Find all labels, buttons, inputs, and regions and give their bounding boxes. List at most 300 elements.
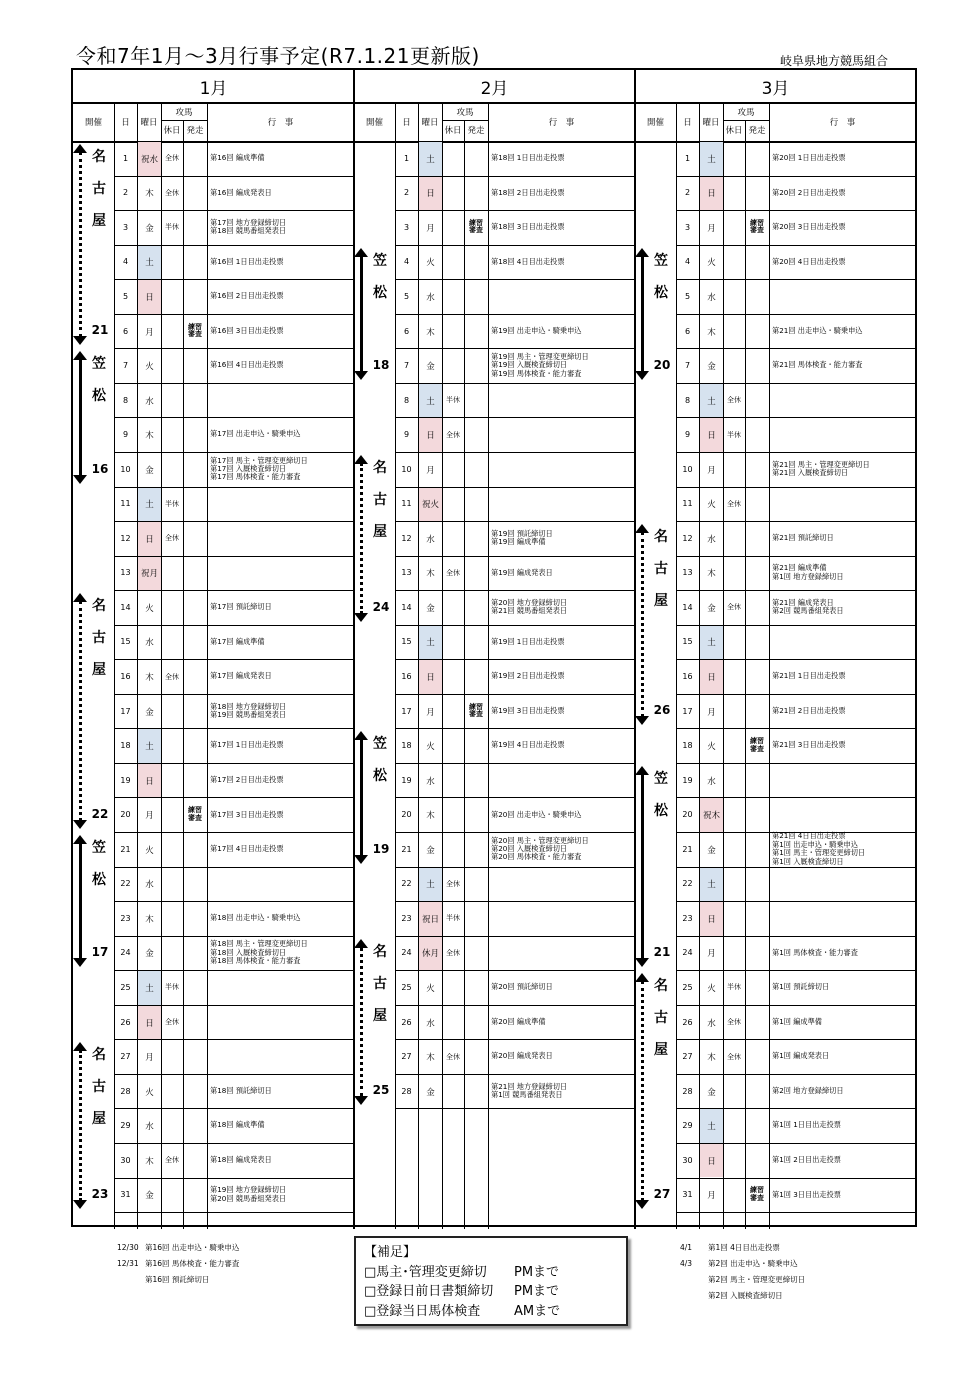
day-of-week: 日 <box>700 418 723 452</box>
day-number: 17 <box>401 706 412 716</box>
day-of-week: 金 <box>426 362 435 373</box>
arrow-up-icon <box>73 835 87 844</box>
note-text: 第1回 4日目出走投票 <box>708 1243 780 1252</box>
meet-venue-char: 屋 <box>373 523 387 540</box>
event-cell <box>488 417 635 452</box>
day-number: 4 <box>684 257 691 267</box>
event-line: 第1回 預託締切日 <box>772 982 830 992</box>
event-line: 第20回 編成発表日 <box>491 1051 553 1061</box>
meet-venue-char: 古 <box>373 491 387 508</box>
day-of-week: 月 <box>426 223 435 234</box>
header-day: 日 <box>683 117 692 128</box>
event-line: 第18回 馬体検査・能力審査 <box>210 956 301 966</box>
event-line: 第18回 馬主・管理変更締切日 <box>210 939 308 949</box>
event-cell <box>769 417 916 452</box>
header-events: 行 事 <box>829 117 856 128</box>
kyuujitsu-cell: 半休 <box>165 983 179 992</box>
day-of-week: 土 <box>138 488 161 522</box>
event-line: 第18回 入厩検査締切日 <box>210 947 287 957</box>
meet-venue-char: 屋 <box>92 1111 106 1128</box>
note-row <box>117 1272 239 1288</box>
day-number: 22 <box>401 879 412 889</box>
day-of-week: 日 <box>138 280 161 314</box>
day-of-week: 金 <box>145 465 154 476</box>
day-of-week: 火 <box>707 983 716 994</box>
event-line: 第16回 3日目出走投票 <box>210 325 284 335</box>
meet-venue-char: 名 <box>373 459 387 476</box>
event-line: 第1回 2日目出走投票 <box>772 1155 841 1164</box>
header-hassou: 発走 <box>748 126 766 136</box>
grid-line <box>723 120 769 121</box>
day-of-week: 日 <box>419 177 442 211</box>
kyuujitsu-cell: 全休 <box>446 430 460 439</box>
hassou-text: 練習審査 <box>188 322 202 339</box>
day-of-week: 金 <box>426 1087 435 1098</box>
note-date: 4/3 <box>680 1259 693 1268</box>
day-number: 30 <box>120 1155 131 1165</box>
day-of-week: 火 <box>145 1087 154 1098</box>
day-of-week: 金 <box>707 1087 716 1098</box>
event-cell <box>769 279 916 314</box>
day-of-week: 日 <box>138 764 161 798</box>
day-number: 21 <box>682 844 693 854</box>
event-cell <box>207 832 354 867</box>
day-of-week: 火 <box>707 500 716 511</box>
event-cell <box>207 970 354 1005</box>
hassou-cell <box>745 1178 769 1213</box>
header-hassou: 発走 <box>467 126 485 136</box>
day-of-week: 金 <box>707 362 716 373</box>
event-cell <box>488 279 635 314</box>
meet-venue-char: 松 <box>654 802 668 819</box>
event-cell <box>207 1005 354 1040</box>
notes-left <box>117 1240 239 1288</box>
day-number: 3 <box>684 222 691 232</box>
day-number: 5 <box>684 291 691 301</box>
day-of-week: 土 <box>138 729 161 763</box>
meet-number: 18 <box>372 357 390 372</box>
event-line: 第17回 編成発表日 <box>210 671 272 681</box>
event-cell <box>207 763 354 798</box>
event-cell <box>207 176 354 211</box>
day-number: 5 <box>122 291 129 301</box>
event-line: 第21回 入厩検査締切日 <box>772 468 849 478</box>
day-number: 6 <box>684 326 691 336</box>
event-line: 第21回 1日目出走投票 <box>772 671 846 681</box>
event-line: 第17回 馬主・管理変更締切日 <box>210 455 308 465</box>
day-of-week: 日 <box>419 660 442 694</box>
day-number: 21 <box>120 844 131 854</box>
kyuujitsu-cell: 全休 <box>165 534 179 543</box>
note-date <box>117 1272 145 1288</box>
event-cell <box>207 659 354 694</box>
day-of-week: 火 <box>707 258 716 269</box>
day-number: 2 <box>684 188 691 198</box>
kyuujitsu-cell: 全休 <box>446 568 460 577</box>
day-number: 28 <box>401 1086 412 1096</box>
meet-number: 22 <box>91 807 109 821</box>
event-cell <box>488 659 635 694</box>
event-line: 第17回 預託締切日 <box>210 602 272 612</box>
day-number: 6 <box>122 326 129 336</box>
day-of-week: 木 <box>145 431 154 442</box>
hassou-cell <box>745 210 769 245</box>
day-number: 25 <box>120 982 131 992</box>
event-line: 第16回 2日目出走投票 <box>210 291 284 301</box>
event-cell <box>769 1143 916 1178</box>
header-kaisai: 開催 <box>365 117 383 128</box>
day-number: 2 <box>403 188 410 198</box>
day-of-week: 火 <box>426 742 435 753</box>
day-of-week: 土 <box>138 246 161 280</box>
day-number: 27 <box>682 1052 693 1062</box>
supplement-item: □馬主･管理変更締切 PMまで <box>364 1264 560 1280</box>
day-of-week: 月 <box>145 1053 154 1064</box>
meet-venue-char: 名 <box>373 943 387 960</box>
note-text: 第2回 入厩検査締切日 <box>708 1291 783 1300</box>
event-cell <box>769 970 916 1005</box>
header-koba: 攻馬 <box>737 108 755 118</box>
event-cell <box>488 176 635 211</box>
note-text: 第16回 馬体検査・能力審査 <box>145 1259 240 1268</box>
event-line: 第17回 馬体検査・能力審査 <box>210 472 301 482</box>
day-number: 26 <box>401 1017 412 1027</box>
event-line: 第1回 入厩検査締切日 <box>772 856 844 866</box>
event-cell <box>207 556 354 591</box>
event-cell <box>207 348 354 383</box>
kyuujitsu-cell: 全休 <box>727 396 741 405</box>
meet-venue-char: 笠 <box>92 840 106 856</box>
event-line: 第1回 編成準備 <box>772 1016 822 1026</box>
day-of-week: 日 <box>700 1144 723 1178</box>
meet-venue-char: 古 <box>373 975 387 992</box>
event-cell <box>488 210 635 245</box>
day-number: 19 <box>120 775 131 785</box>
grid-line <box>442 120 488 121</box>
meet-period-line <box>360 463 363 614</box>
event-cell <box>207 867 354 902</box>
event-cell <box>769 1074 916 1109</box>
event-cell <box>769 487 916 522</box>
event-line: 第17回 4日目出走投票 <box>210 844 284 854</box>
day-of-week: 火 <box>145 603 154 614</box>
day-number: 29 <box>682 1121 693 1131</box>
meet-venue-char: 古 <box>92 1079 106 1096</box>
meet-venue-char: 松 <box>92 872 106 888</box>
event-line: 第18回 3日目出走投票 <box>491 222 565 232</box>
event-line: 第19回 4日目出走投票 <box>491 740 565 750</box>
day-of-week: 月 <box>707 223 716 234</box>
note-row <box>680 1288 805 1304</box>
note-date: 12/30 <box>117 1243 139 1252</box>
day-of-week: 日 <box>138 1006 161 1040</box>
day-of-week: 水 <box>707 1018 716 1029</box>
day-of-week: 金 <box>707 845 716 856</box>
organization-name: 岐阜県地方競馬組合 <box>780 54 889 68</box>
event-cell <box>488 901 635 936</box>
meet-venue-char: 笠 <box>654 770 668 787</box>
day-of-week: 木 <box>145 673 154 684</box>
meet-venue-char: 笠 <box>654 252 668 269</box>
meet-number: 25 <box>372 1083 390 1098</box>
day-number: 24 <box>120 948 131 958</box>
event-cell <box>207 417 354 452</box>
event-line: 第16回 1日目出走投票 <box>210 256 284 266</box>
day-of-week: 土 <box>700 626 723 660</box>
day-number: 10 <box>120 464 131 474</box>
meet-number: 27 <box>653 1187 671 1202</box>
day-number: 23 <box>401 913 412 923</box>
day-number: 7 <box>684 361 691 371</box>
day-number: 8 <box>122 395 129 405</box>
day-number: 8 <box>403 395 410 405</box>
day-of-week: 水 <box>145 638 154 649</box>
day-of-week: 月 <box>707 949 716 960</box>
arrow-up-icon <box>354 939 368 948</box>
header-kyuujitsu: 休日 <box>163 126 181 136</box>
day-number: 20 <box>120 810 131 820</box>
event-line: 第19回 出走申込・騎乗申込 <box>491 325 582 335</box>
month-header: 2月 <box>480 78 509 99</box>
day-number: 4 <box>403 257 410 267</box>
note-row <box>680 1240 805 1256</box>
event-line: 第21回 地方登録締切日 <box>491 1081 568 1091</box>
event-line: 第21回 2日目出走投票 <box>772 705 846 715</box>
arrow-down-icon <box>73 1200 87 1209</box>
arrow-down-icon <box>635 958 649 967</box>
day-of-week: 木 <box>426 569 435 580</box>
day-of-week: 日 <box>700 177 723 211</box>
note-row <box>117 1256 239 1272</box>
meet-venue-char: 名 <box>92 149 106 165</box>
event-line: 第21回 馬体検査・能力審査 <box>772 360 863 370</box>
day-number: 11 <box>401 499 412 509</box>
day-of-week: 水 <box>707 534 716 545</box>
header-kyuujitsu: 休日 <box>725 126 743 136</box>
day-of-week: 土 <box>419 626 442 660</box>
event-line: 第21回 4日目出走投票 <box>772 831 846 841</box>
hassou-text: 練習審査 <box>469 702 483 719</box>
hassou-text: 練習審査 <box>750 1186 764 1202</box>
arrow-up-icon <box>73 593 87 602</box>
arrow-up-icon <box>635 248 649 257</box>
event-cell <box>769 210 916 245</box>
arrow-up-icon <box>354 455 368 464</box>
grid-line <box>634 70 636 1229</box>
event-line: 第21回 出走申込・騎乗申込 <box>772 325 863 335</box>
day-number: 11 <box>682 499 693 509</box>
event-cell <box>207 625 354 660</box>
event-line: 第19回 1日目出走投票 <box>491 636 565 646</box>
event-line: 第2回 競馬番組発表日 <box>772 606 844 616</box>
day-number: 25 <box>682 982 693 992</box>
note-text: 第16回 預託締切日 <box>145 1275 210 1284</box>
day-number: 3 <box>122 222 129 232</box>
day-of-week: 木 <box>426 811 435 822</box>
header-kaisai: 開催 <box>84 117 102 128</box>
meet-venue-char: 名 <box>654 978 668 995</box>
arrow-down-icon <box>635 371 649 380</box>
arrow-up-icon <box>635 524 649 533</box>
meet-number: 21 <box>91 323 109 338</box>
day-number: 17 <box>682 706 693 716</box>
event-cell <box>769 452 916 487</box>
grid-line <box>353 70 355 1229</box>
event-line: 第21回 3日目出走投票 <box>772 740 846 750</box>
event-cell <box>488 521 635 556</box>
day-number: 31 <box>120 1190 131 1200</box>
kyuujitsu-cell: 全休 <box>727 603 741 612</box>
event-cell <box>488 970 635 1005</box>
day-number: 6 <box>403 326 410 336</box>
day-number: 1 <box>403 153 410 163</box>
day-of-week: 月 <box>707 707 716 718</box>
hassou-text: 練習審査 <box>469 218 483 235</box>
day-number: 13 <box>120 568 131 578</box>
day-of-week: 土 <box>419 384 442 418</box>
day-of-week: 日 <box>700 902 723 936</box>
day-of-week: 祝日 <box>419 902 442 936</box>
event-cell <box>769 348 916 383</box>
note-text: 第2回 馬主・管理変更締切日 <box>708 1275 806 1284</box>
event-line: 第1回 馬主・管理変更締切日 <box>772 848 866 858</box>
event-line: 第17回 3日目出走投票 <box>210 809 284 819</box>
day-number: 28 <box>682 1086 693 1096</box>
grid-line <box>395 1108 635 1109</box>
day-number: 17 <box>120 706 131 716</box>
day-of-week: 土 <box>700 868 723 902</box>
event-line: 第1回 馬体検査・能力審査 <box>772 947 858 957</box>
meet-number: 17 <box>91 945 109 960</box>
day-of-week: 木 <box>145 1156 154 1167</box>
meet-venue-char: 屋 <box>373 1007 387 1024</box>
event-cell <box>488 383 635 418</box>
day-number: 12 <box>682 533 693 543</box>
event-line: 第20回 4日目出走投票 <box>772 256 846 266</box>
event-line: 第20回 馬体検査・能力審査 <box>491 852 582 862</box>
meet-number: 16 <box>91 461 109 476</box>
kyuujitsu-cell: 全休 <box>727 499 741 508</box>
day-of-week: 火 <box>145 845 154 856</box>
day-of-week: 火 <box>426 258 435 269</box>
kyuujitsu-cell: 全休 <box>446 948 460 957</box>
event-line: 第1回 地方登録締切日 <box>772 571 844 581</box>
event-line: 第1回 3日目出走投票 <box>772 1189 841 1199</box>
kyuujitsu-cell: 全休 <box>165 672 179 681</box>
day-number: 2 <box>122 188 129 198</box>
event-cell <box>769 867 916 902</box>
hassou-text: 練習審査 <box>750 218 764 235</box>
event-line: 第20回 預託締切日 <box>491 982 553 992</box>
event-cell <box>769 1005 916 1040</box>
day-number: 13 <box>682 568 693 578</box>
meet-venue-char: 古 <box>92 181 106 197</box>
event-cell <box>207 279 354 314</box>
event-cell <box>207 590 354 625</box>
event-cell <box>769 1039 916 1074</box>
day-number: 16 <box>401 672 412 682</box>
day-of-week: 土 <box>419 868 442 902</box>
arrow-down-icon <box>354 613 368 622</box>
day-of-week: 水 <box>426 1018 435 1029</box>
event-cell <box>207 1074 354 1109</box>
arrow-up-icon <box>73 144 87 153</box>
event-cell <box>207 694 354 729</box>
event-line: 第21回 競馬番組発表日 <box>491 606 568 616</box>
meet-venue-char: 笠 <box>373 736 387 753</box>
event-line: 第19回 馬体検査・能力審査 <box>491 368 582 378</box>
day-of-week: 月 <box>426 707 435 718</box>
event-cell <box>769 936 916 971</box>
arrow-down-icon <box>354 371 368 380</box>
day-of-week: 月 <box>145 811 154 822</box>
meet-period-line <box>641 774 644 959</box>
meet-venue-char: 屋 <box>654 1042 668 1059</box>
supplement-item: □登録日前日書類締切 PMまで <box>364 1284 560 1299</box>
event-line: 第2回 地方登録締切日 <box>772 1085 844 1095</box>
event-cell <box>207 797 354 832</box>
event-line: 第17回 地方登録締切日 <box>210 217 287 227</box>
event-cell <box>769 176 916 211</box>
event-line: 第21回 編成発表日 <box>772 598 834 607</box>
day-number: 26 <box>682 1017 693 1027</box>
grid-line <box>745 120 746 1229</box>
day-of-week: 水 <box>707 292 716 303</box>
event-cell <box>769 694 916 729</box>
grid-line <box>114 1212 354 1213</box>
day-number: 3 <box>403 222 410 232</box>
day-number: 19 <box>682 775 693 785</box>
meet-period-line <box>360 739 363 855</box>
event-cell <box>207 452 354 487</box>
day-of-week: 月 <box>145 327 154 338</box>
arrow-down-icon <box>354 1096 368 1105</box>
day-number: 15 <box>120 637 131 647</box>
day-of-week: 祝火 <box>419 488 442 522</box>
event-line: 第19回 地方登録締切日 <box>210 1185 287 1195</box>
event-cell <box>488 867 635 902</box>
meet-number: 24 <box>372 599 390 614</box>
hassou-cell <box>464 694 488 729</box>
event-line: 第20回 地方登録締切日 <box>491 598 568 607</box>
day-of-week: 金 <box>145 223 154 234</box>
kyuujitsu-cell: 全休 <box>446 879 460 888</box>
hassou-text: 練習審査 <box>188 806 202 822</box>
day-of-week: 水 <box>707 776 716 787</box>
meet-number: 20 <box>653 357 671 372</box>
kyuujitsu-cell: 全休 <box>727 1052 741 1061</box>
day-number: 29 <box>120 1121 131 1131</box>
event-cell <box>769 659 916 694</box>
event-line: 第20回 馬主・管理変更締切日 <box>491 835 589 845</box>
header-dow: 曜日 <box>140 117 158 128</box>
day-number: 9 <box>684 430 691 440</box>
header-koba: 攻馬 <box>175 108 193 118</box>
arrow-up-icon <box>635 973 649 982</box>
event-cell <box>769 141 916 176</box>
event-cell <box>769 625 916 660</box>
note-row <box>680 1256 805 1272</box>
day-of-week: 水 <box>145 1122 154 1133</box>
event-line: 第18回 競馬番組発表日 <box>210 226 287 236</box>
arrow-up-icon <box>635 766 649 775</box>
header-kyuujitsu: 休日 <box>444 126 462 136</box>
meet-period-line <box>360 947 363 1098</box>
event-line: 第18回 4日目出走投票 <box>491 256 565 266</box>
month-header: 1月 <box>199 78 228 99</box>
day-number: 18 <box>682 741 693 751</box>
event-cell <box>488 832 635 867</box>
